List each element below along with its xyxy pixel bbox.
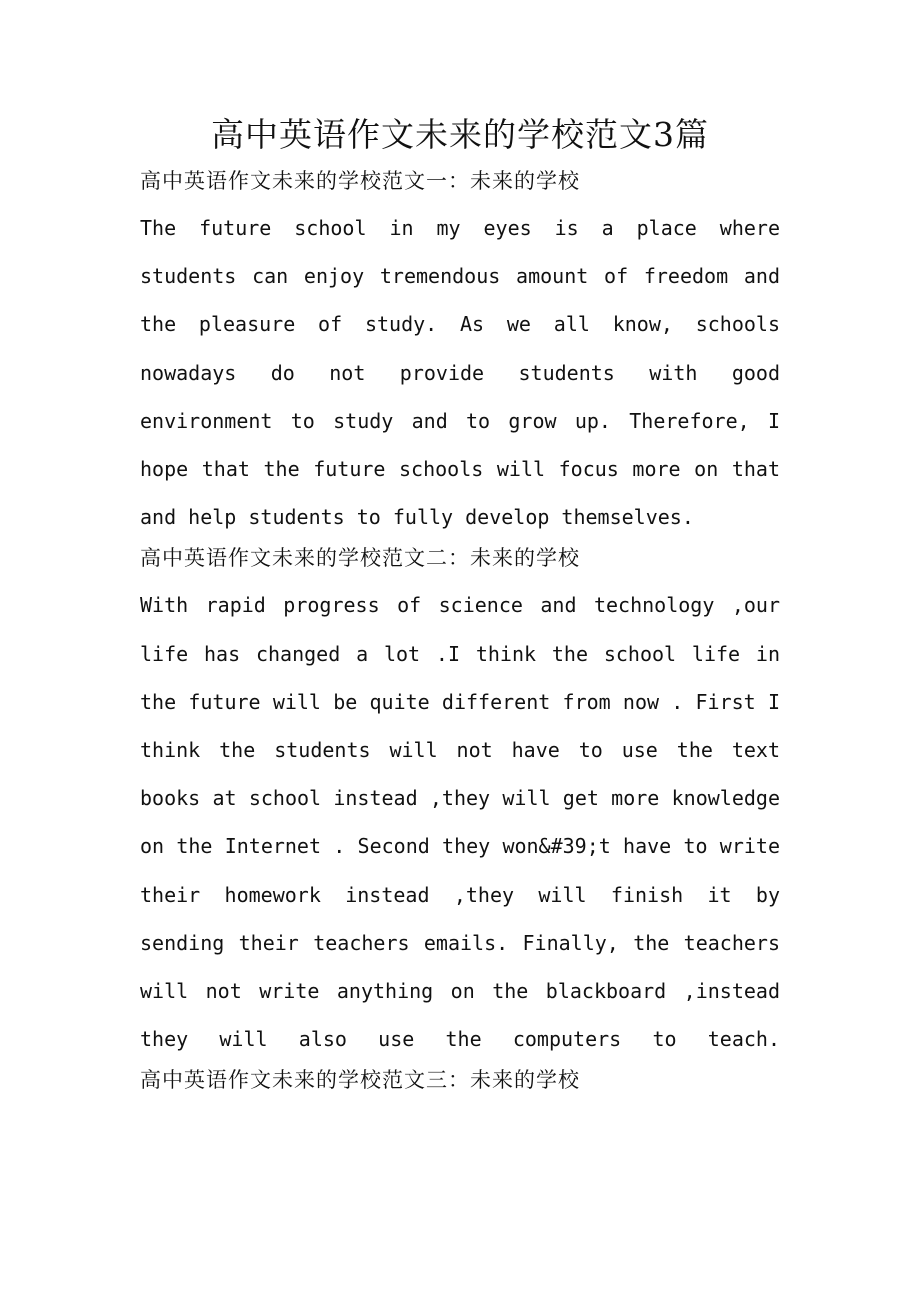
section-body-2: With rapid progress of science and technology ,our life has changed a lot .I think the school life in the future will be quite different from now . First I think the students will not have to use the text books at school instead ,they will get more knowledge on the Internet . Second they won&#39;t have to write their homework instead ,they will finish it by sending their teachers emails. Finally, the teachers will not write anything on the blackboard ,instead they will also use the computers to teach.: [140, 593, 780, 1052]
section-heading-2: 高中英语作文未来的学校范文二：未来的学校: [140, 546, 580, 571]
document-title: 高中英语作文未来的学校范文3篇: [211, 115, 709, 154]
document-page: [140, 112, 780, 1103]
section-body-1: The future school in my eyes is a place where students can enjoy tremendous amount of freedom and the pleasure of study. As we all know, schools nowadays do not provide students with good environment to study and to grow up. Therefore, I hope that the future schools will focus more on that and help students to fully develop themselves.: [140, 216, 780, 530]
section-heading-1: 高中英语作文未来的学校范文一：未来的学校: [140, 169, 580, 193]
section-heading-3: 高中英语作文未来的学校范文三：未来的学校: [140, 1068, 580, 1093]
